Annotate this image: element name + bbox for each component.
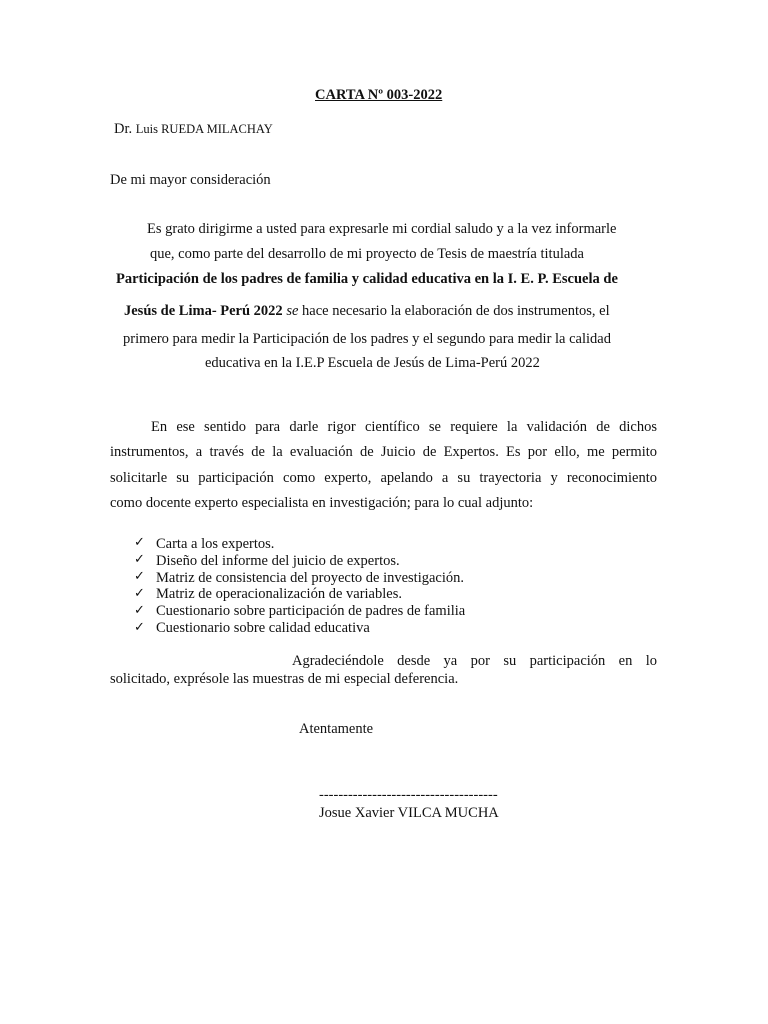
check-icon: ✓	[134, 534, 145, 549]
list-item: Diseño del informe del juicio de expertos.	[156, 553, 400, 569]
recipient	[114, 120, 273, 138]
thesis-title-line2: Jesús de Lima- Perú 2022	[124, 303, 283, 319]
paragraph2-line3: solicitarle su participación como experto, apelando a su trayectoria y reconocimiento	[110, 470, 657, 486]
paragraph1-line4	[124, 302, 610, 320]
paragraph2-line1: En ese sentido para darle rigor científico se requiere la validación de dichos	[151, 419, 657, 435]
paragraph2-line4: como docente experto especialista en investigación; para lo cual adjunto:	[110, 495, 534, 511]
signer-name: Josue Xavier VILCA MUCHA	[319, 805, 499, 821]
list-item: Cuestionario sobre calidad educativa	[156, 620, 370, 636]
paragraph1-line2: que, como parte del desarrollo de mi proyecto de Tesis de maestría titulada	[150, 246, 584, 262]
salutation: De mi mayor consideración	[110, 172, 271, 188]
closing-line2: solicitado, exprésole las muestras de mi especial deferencia.	[110, 671, 459, 687]
signature-line: -------------------------------------	[319, 787, 498, 803]
check-icon: ✓	[134, 568, 145, 583]
check-icon: ✓	[134, 619, 145, 634]
list-item: Carta a los expertos.	[156, 536, 275, 552]
paragraph1-line4-rest: hace necesario la elaboración de dos instrumentos, el	[302, 303, 610, 319]
list-item: Matriz de operacionalización de variables.	[156, 586, 402, 602]
paragraph1-line1: Es grato dirigirme a usted para expresarle mi cordial saludo y a la vez informarle	[147, 221, 617, 237]
farewell: Atentamente	[299, 721, 374, 737]
paragraph1-line5: primero para medir la Participación de los padres y el segundo para medir la calidad	[123, 331, 611, 347]
recipient-prefix: Dr.	[114, 121, 133, 137]
thesis-title-line1: Participación de los padres de familia y calidad educativa en la I. E. P. Escuela de	[116, 271, 618, 287]
check-icon: ✓	[134, 551, 145, 566]
list-item: Cuestionario sobre participación de padres de familia	[156, 603, 466, 619]
closing-line1: Agradeciéndole desde ya por su participación en lo	[292, 653, 657, 669]
check-icon: ✓	[134, 602, 145, 617]
paragraph1-italic-word: se	[286, 303, 299, 319]
paragraph2-line2: instrumentos, a través de la evaluación de Juicio de Expertos. Es por ello, me permito	[110, 444, 657, 460]
list-item: Matriz de consistencia del proyecto de investigación.	[156, 570, 465, 586]
letter-title: CARTA Nº 003-2022	[315, 87, 443, 103]
paragraph1-line6: educativa en la I.E.P Escuela de Jesús de Lima-Perú 2022	[205, 355, 540, 371]
check-icon: ✓	[134, 585, 145, 600]
recipient-name: Luis RUEDA MILACHAY	[135, 122, 273, 136]
